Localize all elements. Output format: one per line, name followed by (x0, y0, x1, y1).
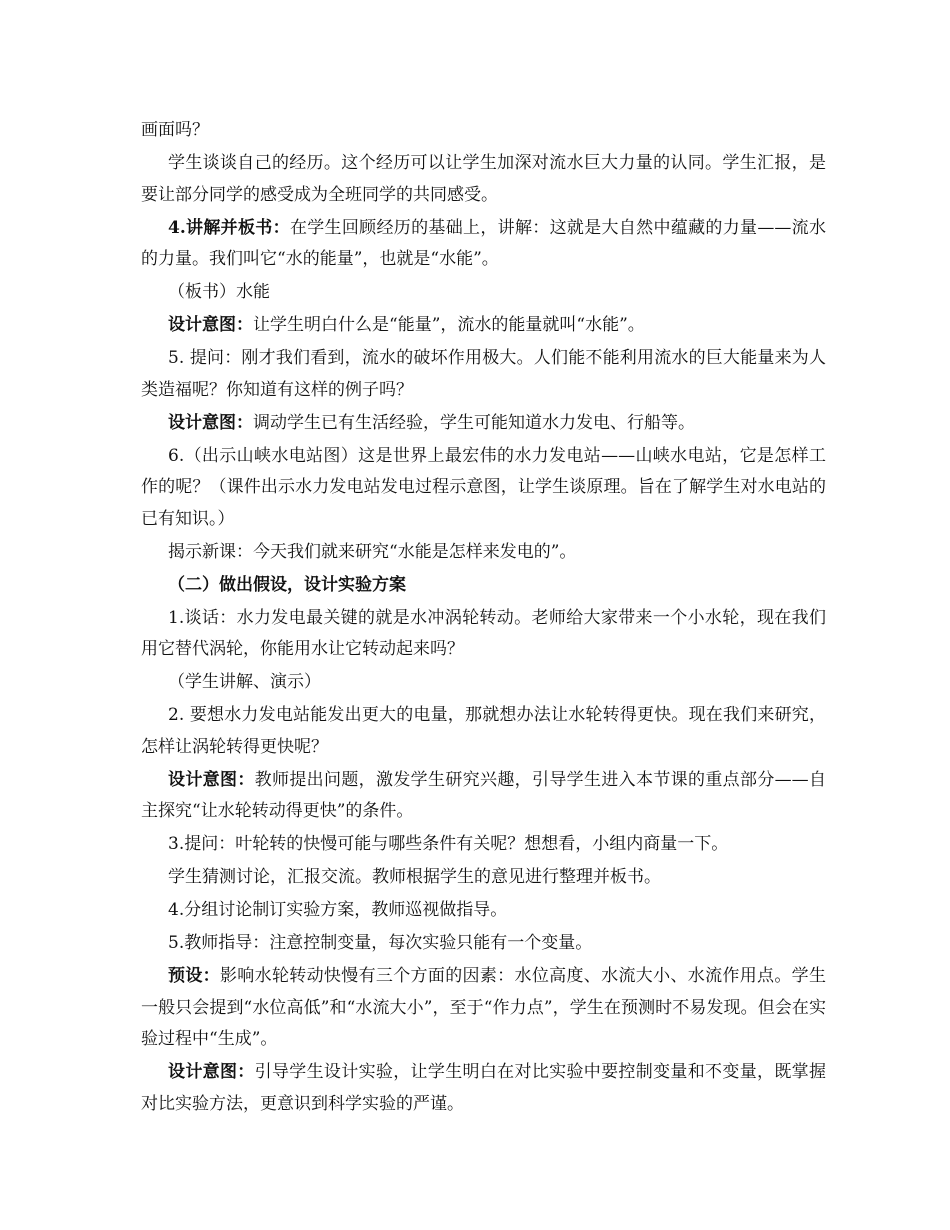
paragraph (141, 310, 826, 342)
paragraph-text: 调动学生已有生活经验，学生可能知道水力发电、行船等。 (253, 412, 695, 433)
paragraph-text: 学生猜测讨论，汇报交流。教师根据学生的意见进行整理并板书。 (168, 867, 661, 887)
paragraph-text: 在学生回顾经历的基础上，讲解：这就是大自然中蕴藏的力量——流水的力量。我们叫它“水的能量”，也就是“水能”。 (141, 217, 826, 269)
paragraph (141, 441, 826, 536)
paragraph-text: 教师提出问题，激发学生研究兴趣，引导学生进入本节课的重点部分——自主探究“让水轮转动得更快”的条件。 (141, 769, 827, 821)
bold-label: 设计意图： (168, 315, 253, 335)
paragraph-text: 学生谈谈自己的经历。这个经历可以让学生加深对流水巨大力量的认同。学生汇报，是要让部分同学的感受成为全班同学的共同感受。 (141, 153, 826, 205)
paragraph (141, 277, 826, 309)
paragraph-text: 让学生明白什么是“能量”，流水的能量就叫“水能”。 (253, 315, 645, 335)
bold-label: 设计意图： (168, 412, 253, 433)
paragraph-text: 6.（出示山峡水电站图）这是世界上最宏伟的水力发电站——山峡水电站，它是怎样工作的呢？（课件出示水力发电站发电过程示意图，让学生谈原理。旨在了解学生对水电站的已有知识。） (141, 445, 826, 529)
bold-label: 4.讲解并板书： (168, 217, 290, 238)
paragraph-text: 1.谈话：水力发电最关键的就是水冲涡轮转动。老师给大家带来一个小水轮，现在我们用它替代涡轮，你能用水让它转动起来吗？ (141, 607, 826, 659)
paragraph (141, 343, 826, 406)
document-page (141, 115, 826, 1122)
bold-label: 设计意图： (168, 769, 255, 790)
paragraph-text: 2. 要想水力发电站能发出更大的电量，那就想办法让水轮转得更快。现在我们来研究，怎样让涡轮转得更快呢？ (141, 705, 826, 757)
paragraph-text: 5.教师指导：注意控制变量，每次实验只能有一个变量。 (168, 933, 593, 953)
paragraph (141, 408, 826, 440)
paragraph (141, 961, 826, 1056)
paragraph (141, 700, 826, 763)
paragraph (141, 213, 826, 276)
bold-label: 预设： (168, 966, 220, 986)
paragraph-text: 画面吗？ (141, 120, 209, 140)
paragraph-text: 影响水轮转动快慢有三个方面的因素：水位高度、水流大小、水流作用点。学生一般只会提到“水位高低”和“水流大小”，至于“作力点”，学生在预测时不易发现。但会在实验过程中“生成”。 (141, 966, 827, 1049)
paragraph (141, 862, 826, 894)
paragraph-text: 3.提问：叶轮转的快慢可能与哪些条件有关呢？想想看，小组内商量一下。 (168, 834, 729, 854)
paragraph (141, 603, 826, 666)
paragraph-text: （学生讲解、演示） (168, 672, 321, 692)
bold-label: （二）做出假设，设计实验方案 (168, 574, 406, 595)
paragraph (141, 928, 826, 960)
paragraph (141, 537, 826, 569)
paragraph-text: 揭示新课：今天我们就来研究“水能是怎样来发电的”。 (168, 541, 577, 562)
paragraph (141, 115, 826, 147)
paragraph-text: 5. 提问：刚才我们看到，流水的破坏作用极大。人们能不能利用流水的巨大能量来为人类造福呢？你知道有这样的例子吗？ (141, 348, 826, 400)
paragraph-text: 4.分组讨论制订实验方案，教师巡视做指导。 (168, 900, 508, 920)
paragraph-text: 引导学生设计实验，让学生明白在对比实验中要控制变量和不变量，既掌握对比实验方法，更意识到科学实验的严谨。 (141, 1062, 827, 1114)
paragraph (141, 765, 826, 828)
paragraph-text: （板书）水能 (168, 282, 270, 302)
paragraph (141, 895, 826, 927)
bold-label: 设计意图： (168, 1062, 255, 1082)
paragraph (141, 1057, 826, 1120)
paragraph (141, 829, 826, 861)
section-heading (141, 570, 826, 602)
paragraph (141, 148, 826, 211)
paragraph (141, 667, 826, 699)
